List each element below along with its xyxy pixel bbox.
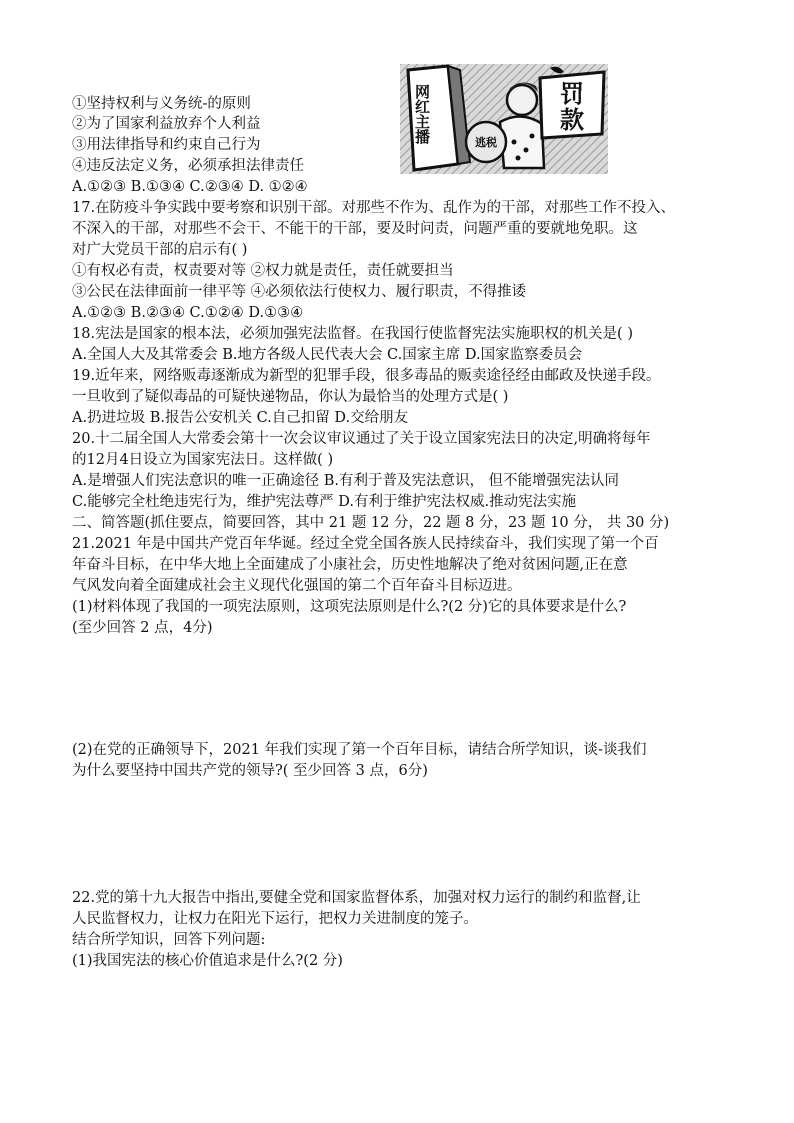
fine-text-1: 罚 — [560, 80, 584, 108]
q16-answers: A.①②③ B.①③④ C.②③④ D. ①②④ — [72, 179, 308, 195]
q17-options-1: ①有权必有责，权责要对等 ②权力就是责任，责任就要担当 — [72, 263, 454, 279]
q18-stem: 18.宪法是国家的根本法，必须加强宪法监督。在我国行使监督宪法实施职权的机关是( ) — [72, 326, 633, 342]
q20-stem-1: 20.十二届全国人大常委会第十一次会议审议通过了关于设立国家宪法日的决定,明确将每年 — [72, 431, 651, 447]
q22-sub1-question: (1)我国宪法的核心价值追求是什么?(2 分) — [72, 953, 343, 969]
bag-text: 逃税 — [475, 136, 497, 149]
q17-answers: A.①②③ B.②③④ C.①②④ D.①③④ — [72, 305, 304, 321]
q21-sub1-points: (至少回答 2 点，4分) — [72, 620, 213, 636]
q17-options-2: ③公民在法律面前一律平等 ④必须依法行使权力、履行职责，不得推诿 — [72, 284, 527, 300]
q19-stem-2: 一旦收到了疑似毒品的可疑快递物品，你认为最恰当的处理方式是( ) — [72, 389, 509, 405]
q21-material-3: 气风发向着全面建成社会主义现代化强国的第二个百年奋斗目标迈进。 — [72, 578, 522, 594]
q16-option-3: ③用法律指导和约束自己行为 — [72, 137, 261, 153]
q19-stem-1: 19.近年来，网络贩毒逐渐成为新型的犯罪手段，很多毒品的贩卖途径经由邮政及快递手段。 — [72, 368, 661, 384]
fine-text-2: 款 — [560, 106, 584, 134]
q17-stem-1: 17.在防疫斗争实践中要考察和识别干部。对那些不作为、乱作为的干部，对那些工作不投入、 — [72, 200, 676, 216]
q18-answers: A.全国人大及其常委会 B.地方各级人民代表大会 C.国家主席 D.国家监察委员会 — [72, 347, 583, 363]
cartoon-illustration — [400, 64, 608, 174]
q22-material-1: 22.党的第十九大报告中指出,要健全党和国家监督体系，加强对权力运行的制约和监督,让 — [72, 890, 641, 906]
q22-instruction: 结合所学知识，回答下列问题: — [72, 932, 266, 948]
q21-material-1: 21.2021 年是中国共产党百年华诞。经过全党全国各族人民持续奋斗，我们实现了第一个百 — [72, 536, 659, 552]
q20-answers-2: C.能够完全杜绝违宪行为，维护宪法尊严 D.有利于维护宪法权威.推动宪法实施 — [72, 494, 577, 510]
q22-material-2: 人民监督权力，让权力在阳光下运行，把权力关进制度的笼子。 — [72, 911, 478, 927]
q20-stem-2: 的12月4日设立为国家宪法日。这样做( ) — [72, 452, 334, 468]
q16-option-1: ①坚持权利与义务统-的原则 — [72, 96, 251, 112]
q21-material-2: 年奋斗目标，在中华大地上全面建成了小康社会，历史性地解决了绝对贫困问题,正在意 — [72, 557, 628, 573]
q16-option-2: ②为了国家利益放弃个人利益 — [72, 116, 261, 132]
sign-text: 网红主播 — [413, 84, 431, 144]
q21-sub2-question: (2)在党的正确领导下，2021 年我们实现了第一个百年目标，请结合所学知识，谈-谈我们 — [72, 742, 647, 758]
q20-answers-1: A.是增强人们宪法意识的唯一正确途径 B.有利于普及宪法意识， 但不能增强宪法认同 — [72, 473, 620, 489]
q21-sub1-question: (1)材料体现了我国的一项宪法原则，这项宪法原则是什么?(2 分)它的具体要求是什么? — [72, 599, 627, 615]
q17-stem-2: 不深入的干部，对那些不会干、不能干的干部，要及时问责，问题严重的要就地免职。这 — [72, 221, 638, 237]
q21-sub2-points: 为什么要坚持中国共产党的领导?( 至少回答 3 点，6分) — [72, 763, 428, 779]
section-heading: 二、简答题(抓住要点，简要回答，其中 21 题 12 分，22 题 8 分，23 题 10 分， 共 30 分) — [72, 515, 670, 531]
q17-stem-3: 对广大党员干部的启示有( ) — [72, 242, 248, 258]
q19-answers: A.扔进垃圾 B.报告公安机关 C.自己扣留 D.交给朋友 — [72, 410, 409, 426]
q16-option-4: ④违反法定义务，必须承担法律责任 — [72, 158, 304, 174]
